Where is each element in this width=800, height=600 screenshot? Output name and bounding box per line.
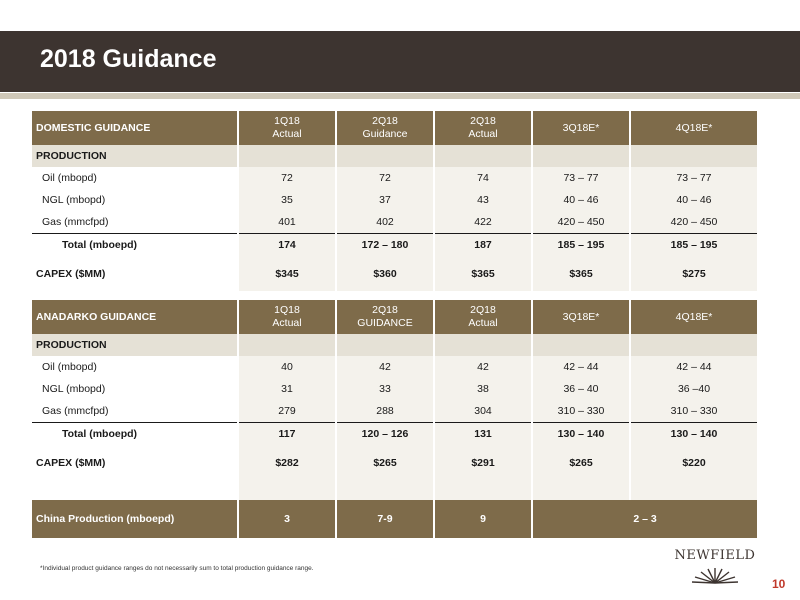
cell: 310 – 330 <box>630 400 757 422</box>
row-label: Gas (mmcfpd) <box>32 211 238 233</box>
cell: 310 – 330 <box>532 400 630 422</box>
column-header: 2Q18 GUIDANCE <box>336 300 434 334</box>
cell-merged: 2 – 3 <box>532 500 757 538</box>
cell: 9 <box>434 500 532 538</box>
column-header: 2Q18 Actual <box>434 111 532 145</box>
cell: $365 <box>532 257 630 291</box>
row-label: China Production (mboepd) <box>32 500 238 538</box>
cell: 185 – 195 <box>532 233 630 257</box>
cell: 130 – 140 <box>630 422 757 446</box>
table-header-row <box>32 300 757 334</box>
cell: 42 – 44 <box>532 356 630 378</box>
production-band <box>32 334 757 356</box>
cell: 288 <box>336 400 434 422</box>
cell: 120 – 126 <box>336 422 434 446</box>
cell: 73 – 77 <box>532 167 630 189</box>
capex-row <box>32 446 757 480</box>
title-divider <box>0 93 800 99</box>
row-label: Total (mboepd) <box>32 233 238 257</box>
cell: 174 <box>238 233 336 257</box>
cell: 73 – 77 <box>630 167 757 189</box>
row-label: CAPEX ($MM) <box>36 268 106 280</box>
cell: 401 <box>238 211 336 233</box>
cell: 33 <box>336 378 434 400</box>
production-label: PRODUCTION <box>32 334 238 356</box>
page-number: 10 <box>772 577 786 591</box>
cell: $265 <box>336 446 434 480</box>
company-logo <box>668 548 762 588</box>
section-title: DOMESTIC GUIDANCE <box>32 111 238 145</box>
cell: 130 – 140 <box>532 422 630 446</box>
cell: 402 <box>336 211 434 233</box>
cell: $291 <box>434 446 532 480</box>
cell: $360 <box>336 257 434 291</box>
cell: 131 <box>434 422 532 446</box>
cell: 7-9 <box>336 500 434 538</box>
column-header: 1Q18 Actual <box>238 111 336 145</box>
column-header: 3Q18E* <box>532 111 630 145</box>
total-row <box>32 233 757 257</box>
table-row <box>32 378 757 400</box>
china-production-row <box>32 500 757 538</box>
row-label: CAPEX ($MM) <box>36 457 106 469</box>
title-bar <box>0 31 800 92</box>
cell: 40 <box>238 356 336 378</box>
cell: 422 <box>434 211 532 233</box>
table-row <box>32 189 757 211</box>
table-row <box>32 167 757 189</box>
cell: 74 <box>434 167 532 189</box>
cell: 40 – 46 <box>532 189 630 211</box>
domestic-guidance-table <box>32 111 757 291</box>
cell: $220 <box>630 446 757 480</box>
cell: 117 <box>238 422 336 446</box>
cell: 72 <box>238 167 336 189</box>
row-label: Gas (mmcfpd) <box>32 400 238 422</box>
column-header: 1Q18 Actual <box>238 300 336 334</box>
table-row <box>32 356 757 378</box>
cell: 279 <box>238 400 336 422</box>
cell: 420 – 450 <box>532 211 630 233</box>
section-title: ANADARKO GUIDANCE <box>32 300 238 334</box>
cell: 40 – 46 <box>630 189 757 211</box>
column-header: 4Q18E* <box>630 111 757 145</box>
column-header: 2Q18 Actual <box>434 300 532 334</box>
cell: 72 <box>336 167 434 189</box>
cell: $275 <box>630 257 757 291</box>
anadarko-guidance-table <box>32 300 757 538</box>
logo-wordmark: NEWFIELD <box>674 548 756 563</box>
row-label: Oil (mbopd) <box>32 167 238 189</box>
column-header: 2Q18 Guidance <box>336 111 434 145</box>
cell: 420 – 450 <box>630 211 757 233</box>
row-label: Total (mboepd) <box>32 422 238 446</box>
slide-title: 2018 Guidance <box>40 45 217 73</box>
cell: 3 <box>238 500 336 538</box>
production-label: PRODUCTION <box>32 145 238 167</box>
column-header: 4Q18E* <box>630 300 757 334</box>
capex-row <box>32 257 757 291</box>
cell: 43 <box>434 189 532 211</box>
cell: 38 <box>434 378 532 400</box>
cell: 36 –40 <box>630 378 757 400</box>
cell: 304 <box>434 400 532 422</box>
spacer-row <box>32 480 757 500</box>
cell: $345 <box>238 257 336 291</box>
cell: 42 <box>434 356 532 378</box>
cell: 42 <box>336 356 434 378</box>
cell: 31 <box>238 378 336 400</box>
production-band <box>32 145 757 167</box>
cell: $365 <box>434 257 532 291</box>
cell: 187 <box>434 233 532 257</box>
table-row <box>32 211 757 233</box>
sunburst-icon <box>690 566 740 584</box>
cell: $282 <box>238 446 336 480</box>
cell: 35 <box>238 189 336 211</box>
cell: 172 – 180 <box>336 233 434 257</box>
cell: $265 <box>532 446 630 480</box>
cell: 37 <box>336 189 434 211</box>
cell: 42 – 44 <box>630 356 757 378</box>
table-row <box>32 400 757 422</box>
column-header: 3Q18E* <box>532 300 630 334</box>
total-row <box>32 422 757 446</box>
row-label: Oil (mbopd) <box>32 356 238 378</box>
row-label: NGL (mbopd) <box>32 189 238 211</box>
cell: 185 – 195 <box>630 233 757 257</box>
row-label: NGL (mbopd) <box>32 378 238 400</box>
footnote: *Individual product guidance ranges do not necessarily sum to total production guidance range. <box>40 565 314 572</box>
table-header-row <box>32 111 757 145</box>
cell: 36 – 40 <box>532 378 630 400</box>
